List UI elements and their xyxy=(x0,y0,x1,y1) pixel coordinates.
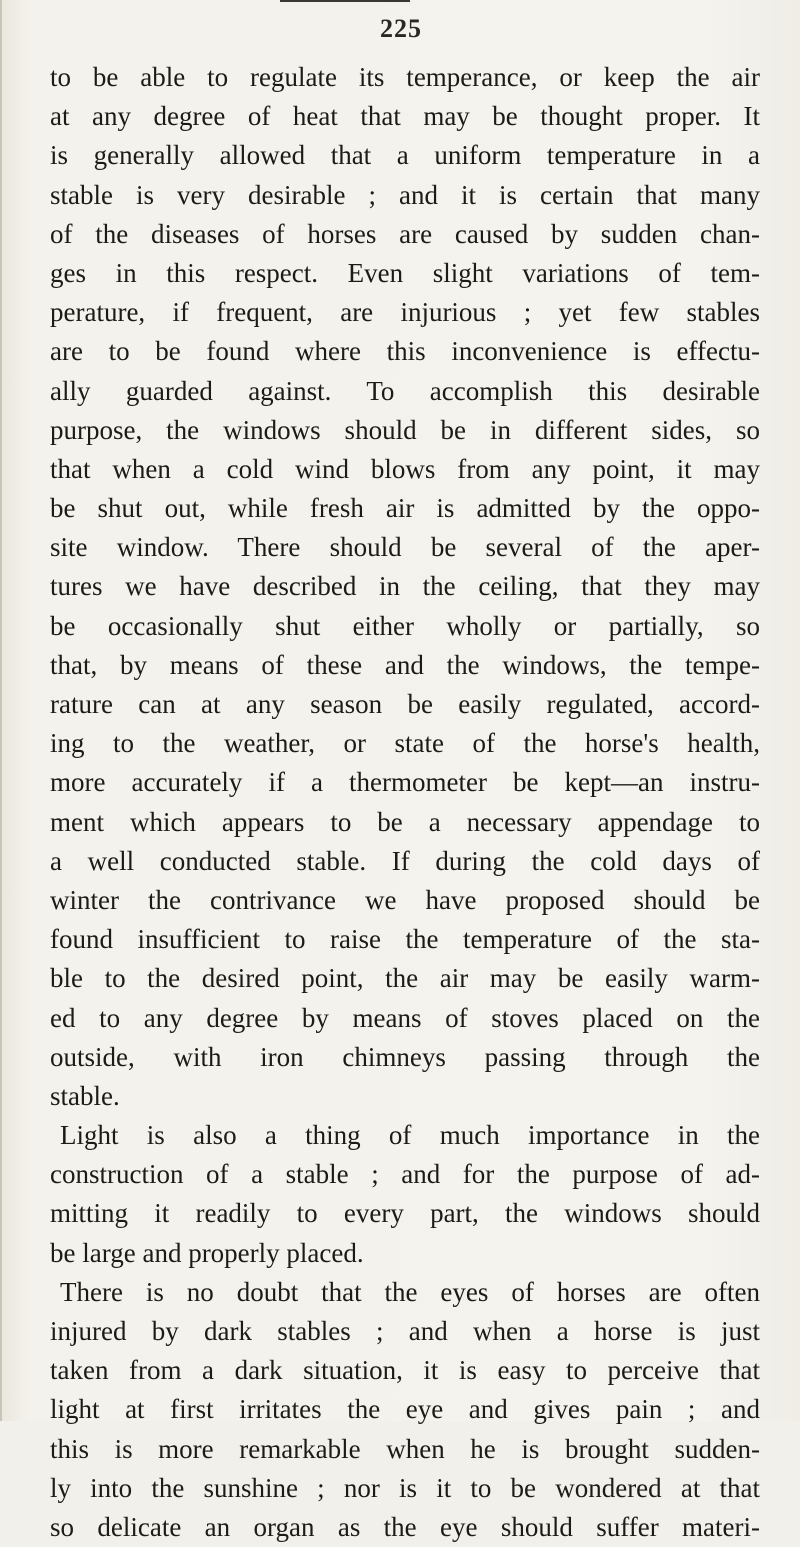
text-line: mitting it readily to every part, the windows should xyxy=(50,1198,760,1229)
text-line: ed to any degree by means of stoves placed on the xyxy=(50,1002,760,1033)
text-line: construction of a stable ; and for the purpose of ad- xyxy=(50,1159,760,1190)
paragraph-start: There is no doubt that the eyes of horses are often xyxy=(60,1276,760,1307)
text-line: ges in this respect. Even slight variations of tem- xyxy=(50,257,760,288)
text-line: at any degree of heat that may be thought proper. It xyxy=(50,101,760,132)
body-text xyxy=(50,58,760,1547)
text-line: tures we have described in the ceiling, that they may xyxy=(50,571,760,602)
text-line: outside, with iron chimneys passing through the xyxy=(50,1041,760,1072)
text-line: that, by means of these and the windows, the tempe- xyxy=(50,649,760,680)
text-line: be shut out, while fresh air is admitted by the oppo- xyxy=(50,493,760,524)
text-line: ally guarded against. To accomplish this desirable xyxy=(50,375,760,406)
text-line: be occasionally shut either wholly or partially, so xyxy=(50,610,760,641)
page-number: 225 xyxy=(380,14,422,43)
text-line: light at first irritates the eye and gives pain ; and xyxy=(50,1394,760,1425)
text-line: perature, if frequent, are injurious ; yet few stables xyxy=(50,297,760,328)
text-line: more accurately if a thermometer be kept—an instru- xyxy=(50,767,760,798)
text-line: so delicate an organ as the eye should suffer materi- xyxy=(50,1511,760,1542)
text-line: winter the contrivance we have proposed should be xyxy=(50,884,760,915)
text-line: a well conducted stable. If during the cold days of xyxy=(50,845,760,876)
text-line: purpose, the windows should be in different sides, so xyxy=(50,414,760,445)
text-line: stable is very desirable ; and it is certain that many xyxy=(50,179,760,210)
text-line: injured by dark stables ; and when a horse is just xyxy=(50,1316,760,1346)
text-line: is generally allowed that a uniform temperature in a xyxy=(50,140,760,171)
text-line: ly into the sunshine ; nor is it to be wondered at that xyxy=(50,1472,760,1503)
text-line: ment which appears to be a necessary appendage to xyxy=(50,806,760,837)
text-line: that when a cold wind blows from any point, it may xyxy=(50,453,760,484)
text-line: be large and properly placed. xyxy=(50,1237,364,1268)
header-rule xyxy=(280,0,410,2)
text-line: to be able to regulate its temperance, or keep the air xyxy=(50,62,760,92)
text-line: rature can at any season be easily regulated, accord- xyxy=(50,689,760,719)
text-line: site window. There should be several of the aper- xyxy=(50,532,760,563)
text-line: of the diseases of horses are caused by sudden chan- xyxy=(50,218,760,249)
text-line: stable. xyxy=(50,1080,120,1111)
paragraph-start: Light is also a thing of much importance in the xyxy=(60,1120,760,1151)
text-line: are to be found where this inconvenience is effectu- xyxy=(50,336,760,367)
text-line: ing to the weather, or state of the horse's health, xyxy=(50,728,760,759)
page-gutter xyxy=(0,0,2,1421)
text-line: this is more remarkable when he is brought sudden- xyxy=(50,1433,760,1464)
text-line: ble to the desired point, the air may be easily warm- xyxy=(50,963,760,994)
text-line: taken from a dark situation, it is easy to perceive that xyxy=(50,1355,760,1386)
text-line: found insufficient to raise the temperature of the sta- xyxy=(50,924,760,955)
